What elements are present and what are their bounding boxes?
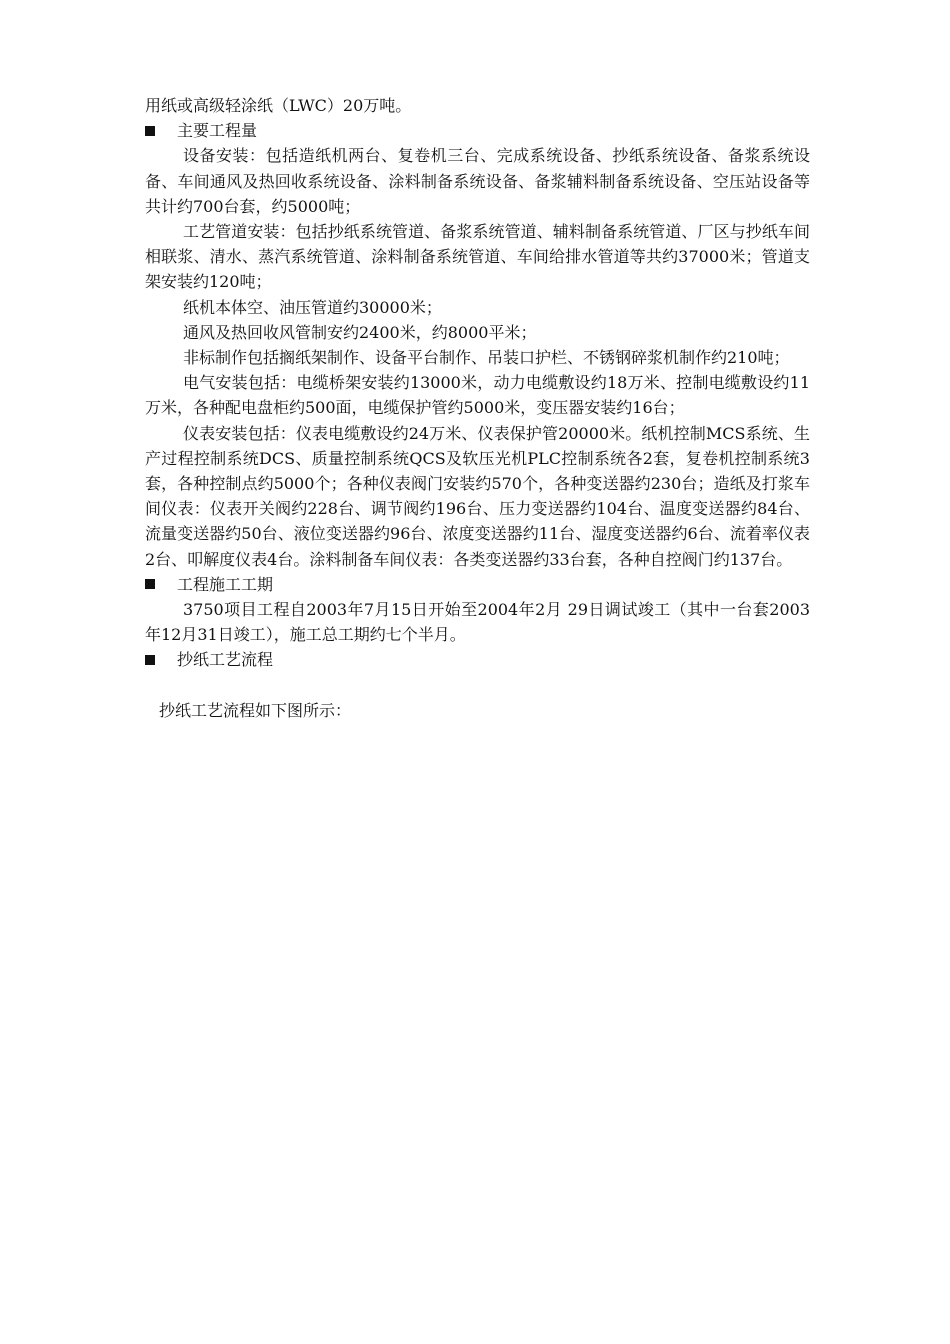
document-body: [145, 93, 810, 723]
equipment-paragraph: 设备安装：包括造纸机两台、复卷机三台、完成系统设备、抄纸系统设备、备浆系统设备、车间通风及热回收系统设备、涂料制备系统设备、备浆辅料制备系统设备、空压站设备等共计约700台套，约5000吨；: [145, 146, 810, 216]
section-title: 工程施工工期: [177, 574, 274, 594]
instrument-paragraph: 仪表安装包括：仪表电缆敷设约24万米、仪表保护管20000米。纸机控制MCS系统、生产过程控制系统DCS、质量控制系统QCS及软压光机PLC控制系统各2套，复卷机控制系统3套，各种控制点约5000个；各种仪表阀门安装约570个，各种变送器约230台；造纸及打浆车间仪表：仪表开关阀约228台、调节阀约196台、压力变送器约104台、温度变送器约84台、流量变送器约50台、液位变送器约96台、浓度变送器约11台、湿度变送器约6台、流着率仪表2台、叩解度仪表4台。涂料制备车间仪表：各类变送器约33台套，各种自控阀门约137台。: [145, 423, 810, 569]
square-bullet-icon: [145, 126, 155, 136]
section-heading-schedule: [145, 572, 810, 597]
nonstandard-paragraph: 非标制作包括搁纸架制作、设备平台制作、吊装口护栏、不锈钢碎浆机制作约210吨；: [183, 348, 790, 368]
section-title: 抄纸工艺流程: [177, 650, 274, 670]
square-bullet-icon: [145, 655, 155, 665]
piping-paragraph: 工艺管道安装：包括抄纸系统管道、备浆系统管道、辅料制备系统管道、厂区与抄纸车间相联浆、清水、蒸汽系统管道、涂料制备系统管道、车间给排水管道等共约37000米；管道支架安装约120吨；: [145, 222, 810, 292]
section-heading-main-quantities: [145, 118, 810, 143]
ventilation-paragraph: 通风及热回收风管制安约2400米，约8000平米；: [183, 322, 537, 342]
machine-body-paragraph: 纸机本体空、油压管道约30000米；: [183, 297, 442, 317]
schedule-paragraph: 3750项目工程自2003年7月15日开始至2004年2月 29日调试竣工（其中一台套2003年12月31日竣工），施工总工期约七个半月。: [145, 600, 810, 645]
electrical-paragraph: 电气安装包括：电缆桥架安装约13000米，动力电缆敷设约18万米、控制电缆敷设约11万米，各种配电盘柜约500面，电缆保护管约5000米，变压器安装约16台；: [145, 373, 810, 418]
section-title: 主要工程量: [177, 121, 258, 141]
section-heading-process-flow: [145, 647, 810, 672]
square-bullet-icon: [145, 579, 155, 589]
intro-tail-paragraph: 用纸或高级轻涂纸（LWC）20万吨。: [145, 96, 412, 115]
flow-caption: 抄纸工艺流程如下图所示：: [159, 700, 352, 720]
